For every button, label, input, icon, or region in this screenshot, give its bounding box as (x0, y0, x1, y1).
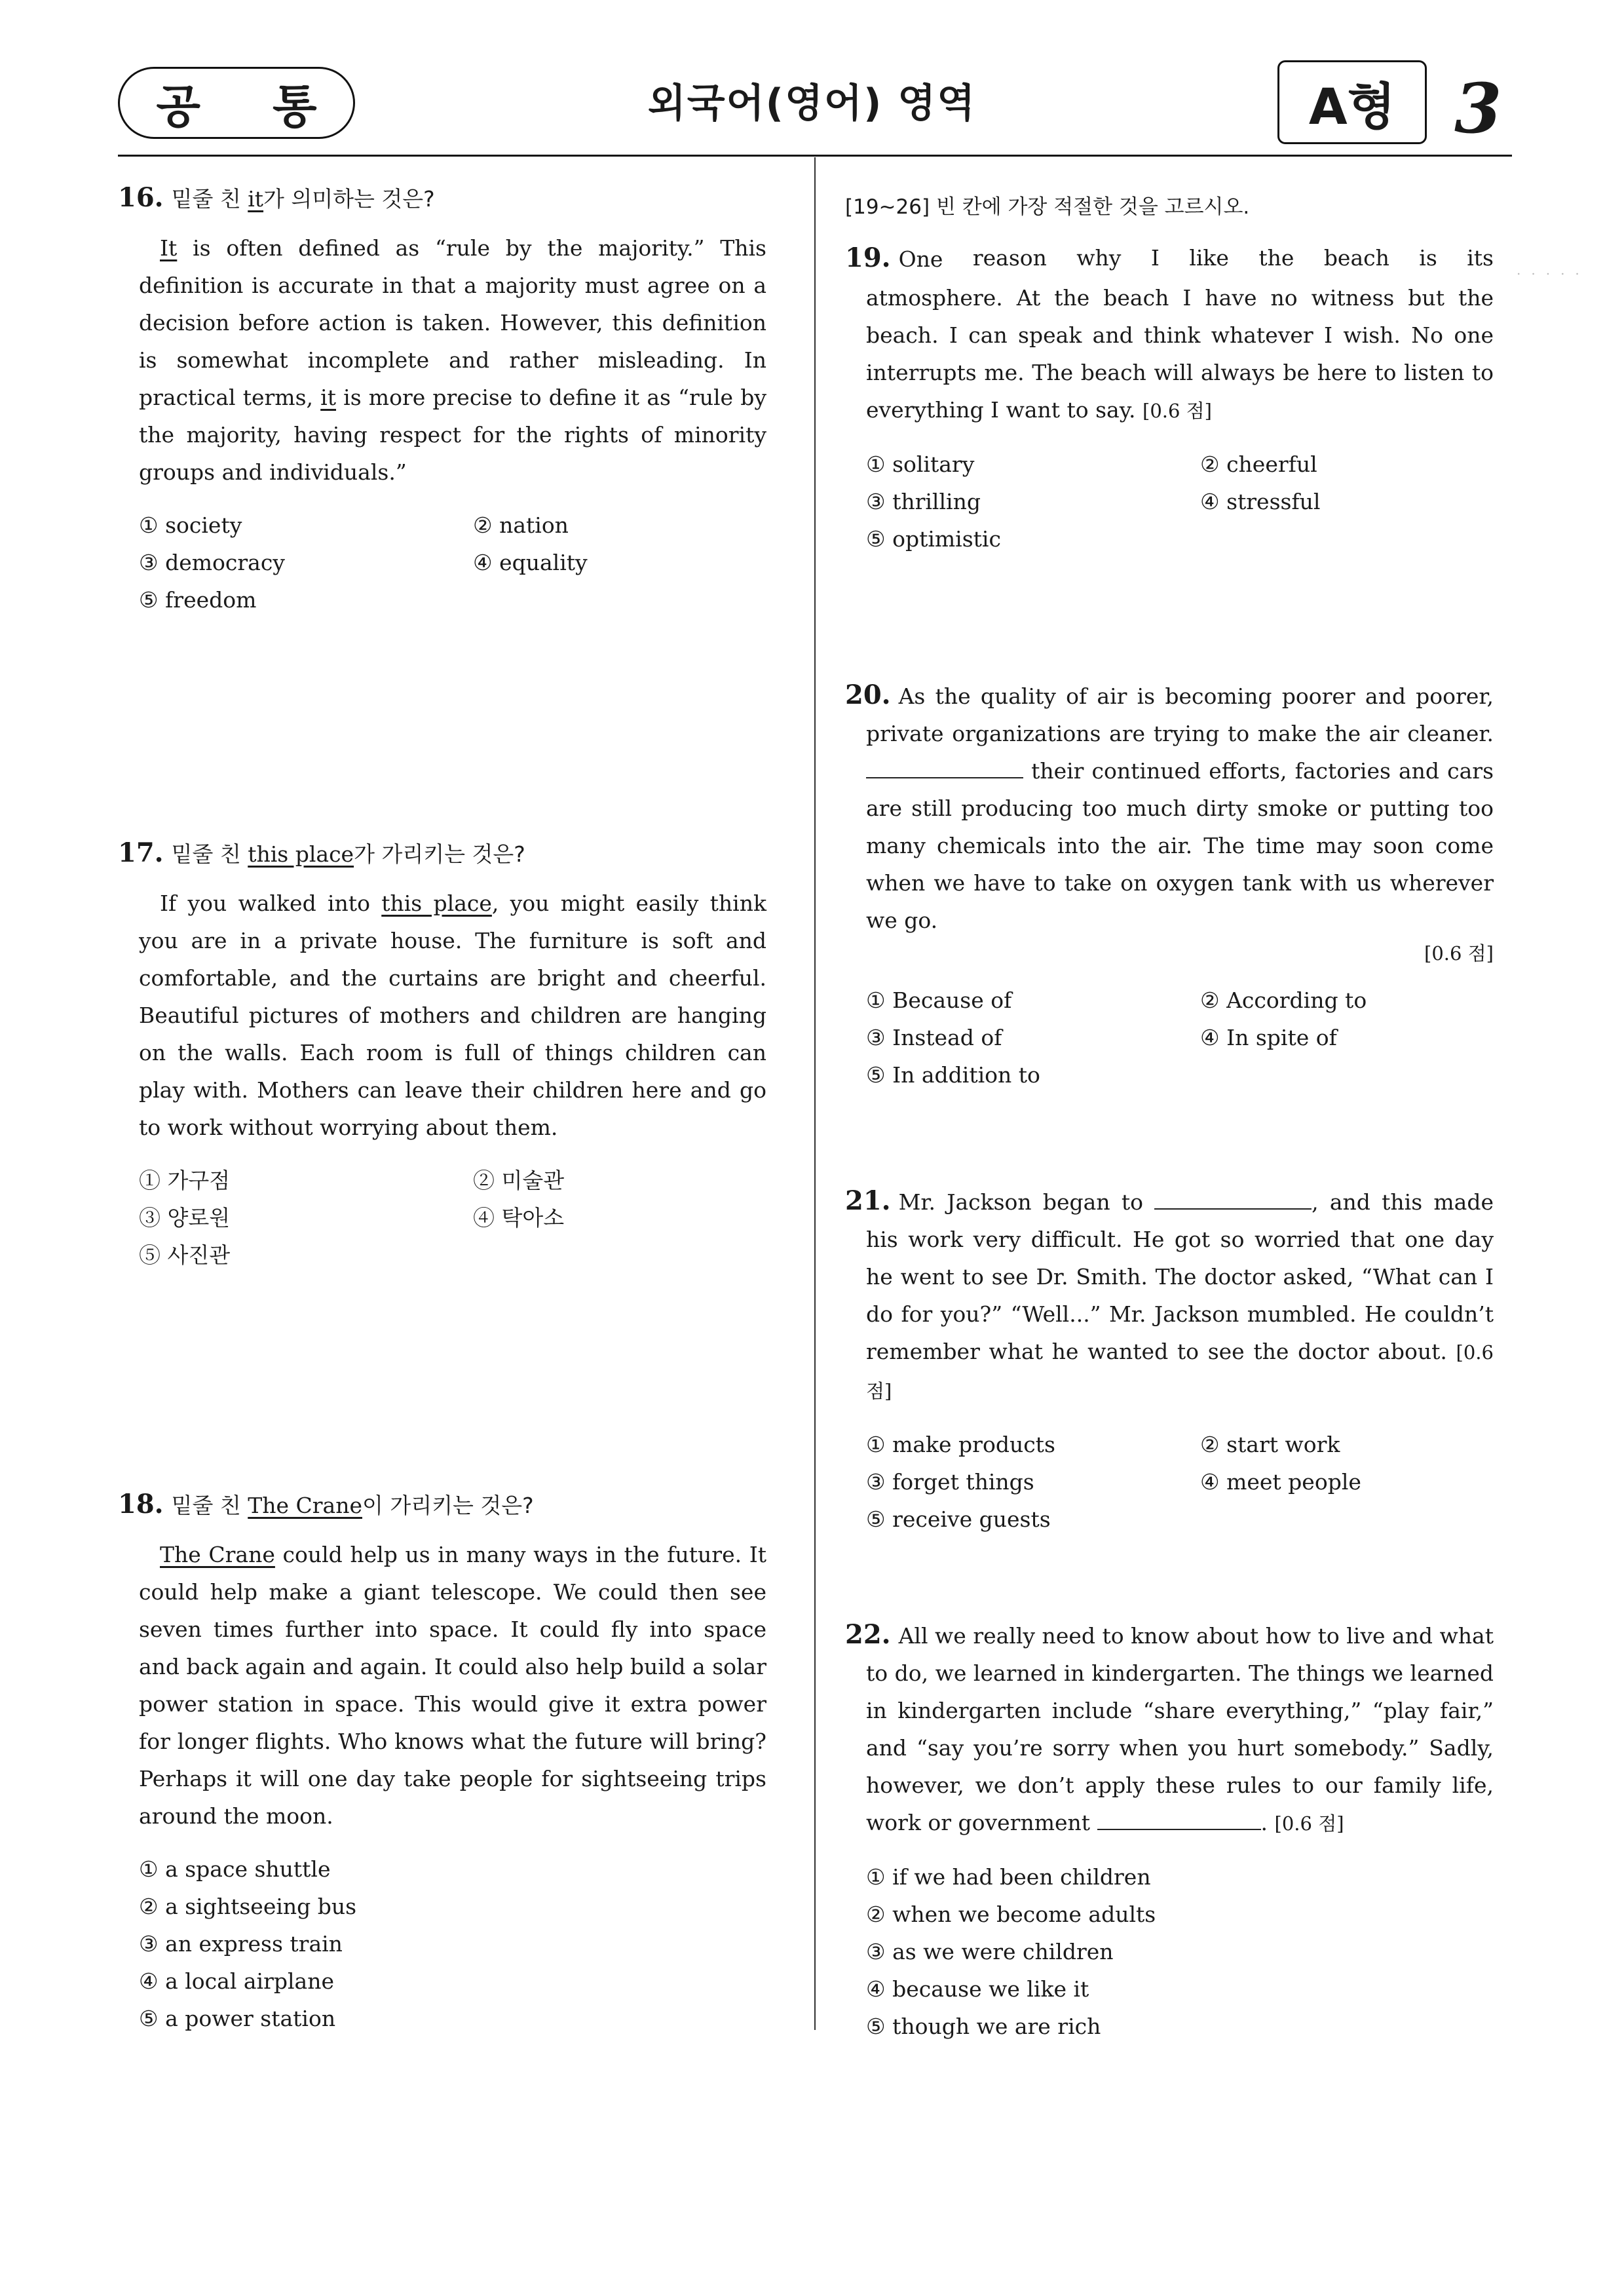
choice-2[interactable]: ② 미술관 (473, 1168, 565, 1193)
passage (139, 1536, 766, 1835)
stem-text: 밑줄 친 (171, 1493, 248, 1518)
choice-4[interactable]: ④ equality (473, 550, 588, 575)
leader-dots: ..... (1517, 262, 1590, 278)
question-number: 17. (118, 837, 164, 868)
underlined-word: The Crane (160, 1542, 275, 1567)
page-title: 외국어(영어) 영역 (647, 81, 977, 126)
stem-underlined-target: it (248, 186, 264, 212)
answer-choices (139, 1850, 766, 2037)
passage-first-line (845, 242, 1494, 273)
choice-4[interactable]: ④ 탁아소 (473, 1205, 565, 1231)
question-16 (118, 182, 766, 619)
column-divider (814, 157, 816, 2030)
question-number: 19. (845, 242, 891, 273)
answer-choices (866, 1858, 1494, 2045)
stem-text: 가 가리키는 것은? (354, 841, 525, 867)
passage-text: Mr. Jackson began to (898, 1189, 1143, 1215)
question-number: 22. (845, 1619, 891, 1650)
passage-text: is often defined as “rule by the majority.” This definition is accurate in that a majority must agree on a decision before action is taken. However, this definition is somewhat incomplete and rather misleading. In practical terms, (139, 235, 766, 410)
answer-choices (866, 982, 1494, 1094)
passage-text: could help us in many ways in the future. It could help make a giant telescope. We could then see seven times further into space. It could fly into space and back again and again. It could also help build a solar power station in space. This would give it extra power for longer flights. Who knows what the future will bring? Perhaps it will one day take people for sightseeing trips around the moon. (139, 1542, 766, 1829)
passage (139, 885, 766, 1146)
passage (866, 279, 1494, 430)
answer-blank (866, 759, 1023, 778)
passage-text: atmosphere. At the beach I have no witness but the beach. I can speak and think whatever I wish. No one interrupts me. The beach will always be here to listen to everything I want to say. (866, 285, 1494, 423)
points-label: [0.6 점] (866, 1341, 1494, 1402)
choice-1[interactable]: ① society (139, 512, 242, 538)
badge-char-left: 공 (156, 79, 200, 134)
underlined-word: it (320, 385, 336, 410)
question-number: 16. (118, 182, 164, 213)
choice-3[interactable]: ③ 양로원 (139, 1205, 231, 1231)
word: its (1467, 245, 1494, 271)
choice-3[interactable]: ③ democracy (139, 550, 285, 575)
question-number: 21. (845, 1185, 891, 1216)
choice-2[interactable]: ② start work (1200, 1432, 1340, 1457)
word: I (1150, 245, 1160, 271)
question-20 (845, 676, 1494, 1094)
choice-2[interactable]: ② a sightseeing bus (139, 1894, 357, 1919)
question-number: 20. (845, 679, 891, 710)
choice-5[interactable]: ⑤ receive guests (866, 1506, 1051, 1532)
passage-text: , you might easily think you are in a private house. The furniture is soft and comfortable, and the curtains are bright and cheerful. Beautiful pictures of mothers and children are hanging on the walls. Each room is full of things children can play with. Mothers can leave their children here and go to work without worrying about them. (139, 890, 766, 1140)
word: is (1419, 245, 1437, 271)
choice-1[interactable]: ① 가구점 (139, 1168, 231, 1193)
page-number: 3 (1454, 68, 1502, 149)
choice-2[interactable]: ② cheerful (1200, 451, 1317, 477)
stem-text: 가 의미하는 것은? (263, 186, 435, 212)
answer-blank (1154, 1190, 1312, 1210)
stem-text: 밑줄 친 (171, 186, 248, 212)
passage-text: . (1260, 1810, 1268, 1835)
choice-1[interactable]: ① solitary (866, 451, 975, 477)
word: beach (1323, 245, 1389, 271)
choice-3[interactable]: ③ thrilling (866, 489, 981, 514)
passage-text: is more precise to define it as “rule by the majority, having respect for the rights of minority groups and individuals.” (139, 385, 766, 485)
stem-text: 밑줄 친 (171, 841, 248, 867)
question-stem (118, 1491, 766, 1519)
choice-4[interactable]: ④ In spite of (1200, 1025, 1337, 1050)
passage (845, 1182, 1494, 1410)
word: One (898, 246, 943, 272)
passage (845, 1616, 1494, 1843)
exam-type-box: A형 (1277, 60, 1427, 144)
passage-text: As the quality of air is becoming poorer and poorer, private organizations are trying to make the air cleaner. (866, 683, 1494, 746)
passage (845, 676, 1494, 939)
answer-choices (139, 507, 766, 619)
question-stem (118, 837, 766, 868)
choice-4[interactable]: ④ stressful (1200, 489, 1321, 514)
choice-5[interactable]: ⑤ 사진관 (139, 1242, 231, 1268)
choice-5[interactable]: ⑤ freedom (139, 587, 257, 613)
choice-5[interactable]: ⑤ optimistic (866, 526, 1001, 552)
word: like (1189, 245, 1229, 271)
choice-2[interactable]: ② According to (1200, 987, 1367, 1013)
stem-underlined-target: The Crane (248, 1493, 362, 1518)
answer-blank (1097, 1810, 1261, 1830)
passage-text: , and this made his work very difficult. He got so worried that one day he went to see Dr. Smith. The doctor asked, “What can I do for you?” “Well...” Mr. Jackson mumbled. He couldn’t remember what he wanted to see the doctor about. (866, 1189, 1494, 1364)
choice-4[interactable]: ④ a local airplane (139, 1968, 334, 1994)
underlined-word: this place (381, 890, 492, 916)
choice-5[interactable]: ⑤ a power station (139, 2006, 336, 2031)
word: reason (972, 245, 1047, 271)
choice-5[interactable]: ⑤ In addition to (866, 1062, 1040, 1088)
answer-choices (866, 446, 1494, 558)
choice-4[interactable]: ④ meet people (1200, 1469, 1361, 1495)
passage-text: If you walked into (160, 890, 382, 916)
question-19 (845, 242, 1494, 558)
choice-5[interactable]: ⑤ though we are rich (866, 2014, 1101, 2039)
passage-text: All we really need to know about how to live and what to do, we learned in kindergarten. The things we learned in kindergarten include “share everything,” “play fair,” and “say you’re sorry when you hurt somebody.” Sadly, however, we don’t apply these rules to our family life, work or government (866, 1623, 1494, 1835)
choice-3[interactable]: ③ Instead of (866, 1025, 1002, 1050)
choice-2[interactable]: ② nation (473, 512, 569, 538)
word: the (1258, 245, 1294, 271)
answer-choices (139, 1162, 766, 1274)
badge-char-right: 통 (273, 79, 317, 134)
choice-2[interactable]: ② when we become adults (866, 1902, 1156, 1927)
question-21 (845, 1182, 1494, 1538)
stem-underlined-target: this place (248, 841, 354, 867)
header-divider (118, 155, 1512, 157)
question-17 (118, 837, 766, 1274)
points-label: [0.6 점] (1424, 942, 1494, 965)
choice-3[interactable]: ③ an express train (139, 1931, 343, 1957)
word: why (1076, 245, 1122, 271)
passage (139, 229, 766, 491)
question-18 (118, 1491, 766, 2037)
choice-1[interactable]: ① Because of (866, 987, 1012, 1013)
question-22 (845, 1616, 1494, 2045)
question-stem (118, 182, 766, 213)
choice-3[interactable]: ③ as we were children (866, 1939, 1114, 1964)
section-instruction: [19~26] 빈 칸에 가장 적절한 것을 고르시오. (845, 195, 1250, 219)
choice-4[interactable]: ④ because we like it (866, 1976, 1089, 2002)
choice-1[interactable]: ① a space shuttle (139, 1856, 331, 1882)
points-label: [0.6 점] (1142, 400, 1212, 422)
stem-text: 이 가리키는 것은? (362, 1493, 534, 1518)
underlined-word: It (160, 235, 178, 261)
points-label: [0.6 점] (1274, 1812, 1344, 1835)
question-number: 18. (118, 1489, 164, 1520)
choice-1[interactable]: ① make products (866, 1432, 1055, 1457)
answer-choices (866, 1426, 1494, 1538)
choice-3[interactable]: ③ forget things (866, 1469, 1034, 1495)
passage-text: their continued efforts, factories and cars are still producing too much dirty smoke or putting too many chemicals into the air. The time may soon come when we have to take on oxygen tank with us wherever we go. (866, 758, 1494, 933)
choice-1[interactable]: ① if we had been children (866, 1864, 1151, 1890)
